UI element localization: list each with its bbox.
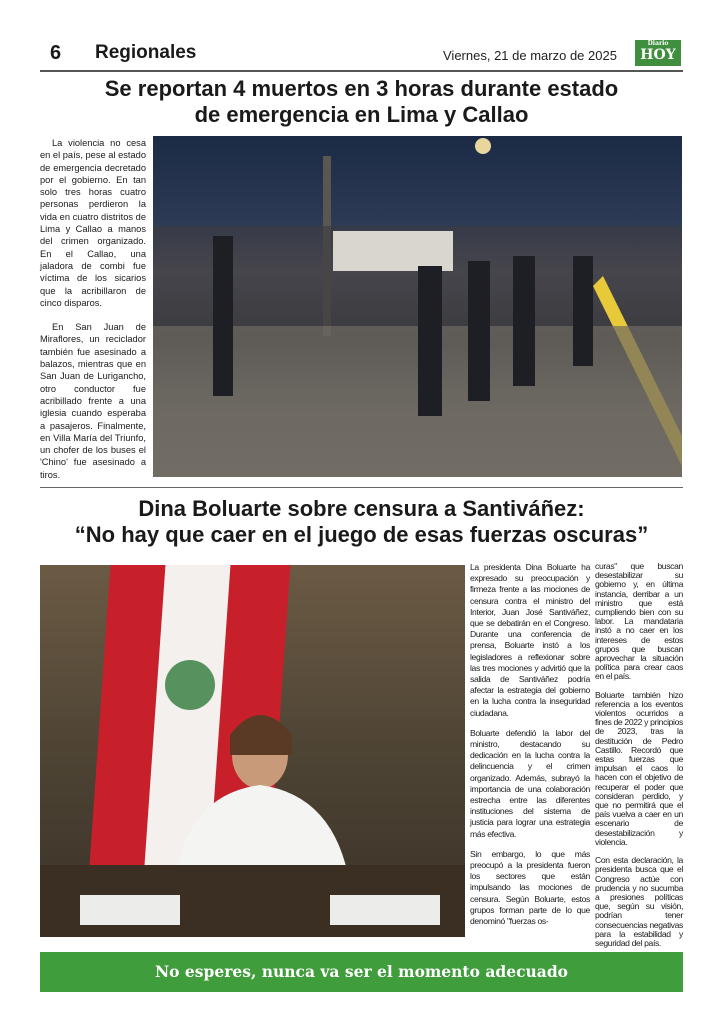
paragraph: Sin embargo, lo que más preocupó a la presidenta fueron los sectores que están impulsando las mociones de censura. Según Boluarte, estos grupos forman parte de lo que denominó "fuerzas os- xyxy=(470,848,590,927)
header-rule xyxy=(40,70,683,72)
paragraph: La violencia no cesa en el país, pese al estado de emergencia decretado por el gobierno. En tan solo tres horas cuatro personas perdieron la vida en cuatro distritos de Lima y Callao a manos del crimen organizado. En el Callao, una jaladora de combi fue víctima de los sicarios que la acribillaron de cinco disparos. xyxy=(40,138,146,308)
article1-body xyxy=(40,137,146,493)
paragraph: La presidenta Dina Boluarte ha expresado su preocupación y firmeza frente a las mociones de censura contra el ministro del Interior, Juan José Santiváñez, que se debatirán en el Congreso. Durante una conferencia de prensa, Boluarte instó a los legisladores a reflexionar sobre las tres mociones y advirtió que la salida de Santiváñez podría afectar la estrategia del gobierno en la lucha contra la inseguridad ciudadana. xyxy=(470,562,590,718)
article2-headline xyxy=(40,496,683,548)
paragraph: Boluarte defendió la labor del ministro, destacando su dedicación en la lucha contra la delincuencia y el crimen organizado. Además, subrayó la importancia de una colaboración estrecha entre las diferentes instituciones del sistema de justicia para lograr una estrategia más efectiva. xyxy=(470,727,590,839)
diario-hoy-logo xyxy=(635,40,681,66)
headline-line: Dina Boluarte sobre censura a Santiváñez: xyxy=(138,496,585,521)
logo-small-text: Diario xyxy=(647,40,669,47)
paragraph: Con esta declaración, la presidenta busca que el Congreso actúe con prudencia y no sucumba a presiones políticas que, según su visión, podrían tener consecuencias negativas para la estabilidad y seguridad del país. xyxy=(595,855,683,948)
article2-body-col1 xyxy=(470,562,590,936)
section-title: Regionales xyxy=(95,42,197,63)
headline-line: Se reportan 4 muertos en 3 horas durante estado xyxy=(104,76,619,101)
issue-date: Viernes, 21 de marzo de 2025 xyxy=(443,48,617,63)
logo-big-text: HOY xyxy=(640,47,676,63)
president-illustration xyxy=(40,565,465,937)
crime-scene-photo xyxy=(153,136,682,477)
headline-line: de emergencia en Lima y Callao xyxy=(194,102,529,127)
headline-line: “No hay que caer en el juego de esas fuerzas oscuras” xyxy=(74,522,649,547)
paragraph: curas" que buscan desestabilizar su gobierno y, en última instancia, derribar a un ministro que está cumpliendo bien con su labor. La mandataria instó a no caer en los intereses de estos grupos que buscan aprovechar la situación política para crear caos en el país. xyxy=(595,561,683,682)
paragraph: En San Juan de Miraflores, un reciclador también fue asesinado a balazos, mientras que en San Juan de Lurigancho, otro conductor fue acribillado frente a una iglesia cuando esperaba a pasajeros. Finalmente, en Villa María del Triunfo, un chofer de los buses el 'Chino' fue asesinado a tiros. xyxy=(40,322,146,480)
slogan-banner: No esperes, nunca va ser el momento adecuado xyxy=(40,952,683,992)
president-photo xyxy=(40,565,465,937)
article1-headline xyxy=(40,76,683,128)
page-number: 6 xyxy=(50,42,62,64)
section-divider xyxy=(40,487,683,488)
police-scene-illustration xyxy=(153,136,682,477)
paragraph: Boluarte también hizo referencia a los eventos violentos ocurridos a fines de 2022 y principios de 2023, tras la destitución de Pedro Castillo. Recordó que estas fuerzas que impulsan el caos lo hacen con el objetivo de recuperar el poder que consideran perdido, y que no permitirá que el país vuelva a caer en un escenario de desestabilización y violencia. xyxy=(595,689,683,847)
article2-body-col2 xyxy=(595,562,683,957)
